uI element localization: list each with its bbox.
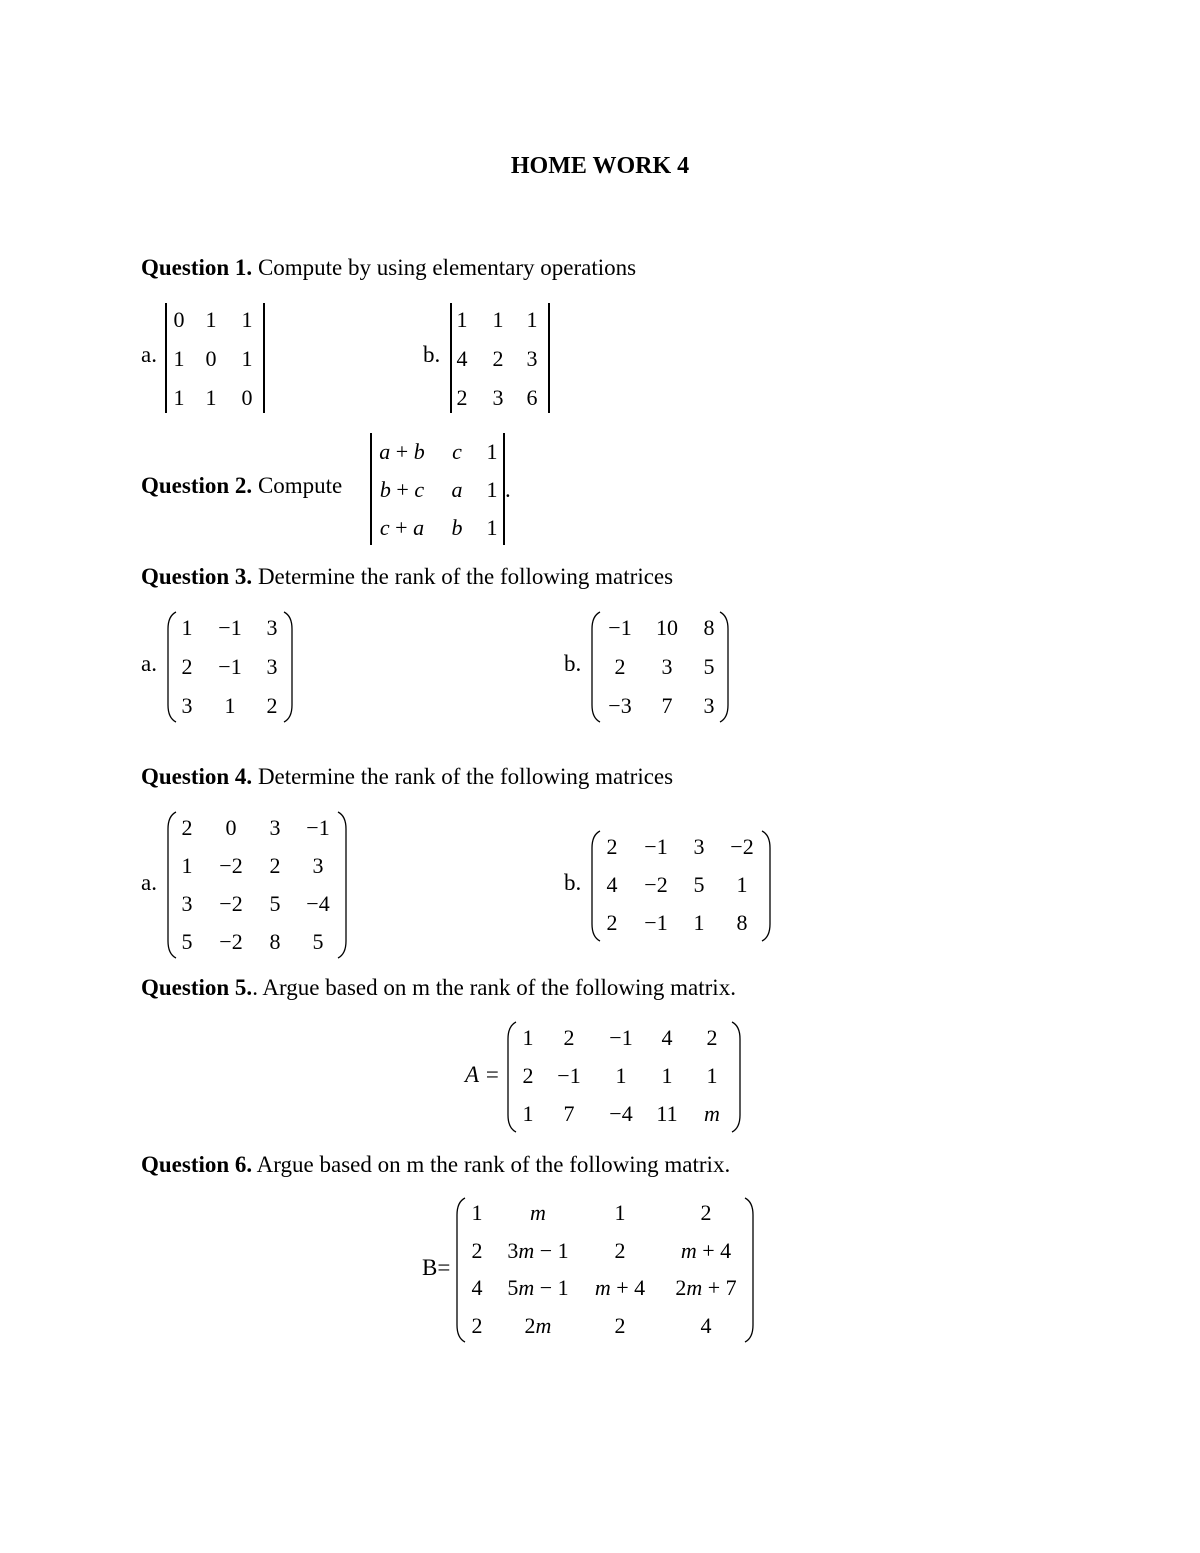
matrix-cell: 1: [205, 307, 217, 332]
matrix-cell: −2: [644, 872, 668, 897]
matrix-cell: 1: [181, 615, 193, 640]
matrix-cell: −2: [219, 891, 243, 916]
matrix-cell: 5: [703, 654, 715, 679]
matrix-cell: m: [530, 1200, 546, 1225]
matrix-cell: 5: [181, 929, 193, 954]
matrix-cell: 2: [269, 853, 281, 878]
matrix-cell: 1: [522, 1101, 534, 1126]
matrix-cell: 8: [736, 910, 748, 935]
q1-a-determinant: [165, 303, 265, 413]
matrix-cell: −4: [609, 1101, 633, 1126]
q5-lhs: A =: [465, 1062, 500, 1087]
paren-left: [166, 611, 178, 723]
question-3-label: Question 3.: [141, 564, 253, 589]
matrix-cell: 2: [522, 1063, 534, 1088]
matrix-cell: 8: [269, 929, 281, 954]
paren-left: [166, 811, 178, 959]
q2-period: .: [505, 477, 511, 502]
matrix-cell: −1: [218, 654, 242, 679]
paren-right: [282, 611, 294, 723]
matrix-cell: 1: [224, 693, 236, 718]
q1-a-label: a.: [141, 342, 157, 367]
matrix-cell: −1: [644, 910, 668, 935]
matrix-cell: 3: [266, 615, 278, 640]
matrix-cell: 1: [241, 307, 253, 332]
question-5-label: Question 5.: [141, 975, 253, 1000]
matrix-cell: −1: [306, 815, 330, 840]
matrix-cell: −2: [219, 929, 243, 954]
matrix-cell: 0: [225, 815, 237, 840]
matrix-cell: a: [451, 477, 463, 502]
determinant-bar-left: [165, 303, 167, 413]
matrix-cell: 3m − 1: [507, 1237, 569, 1263]
paren-right: [718, 611, 730, 723]
matrix-cell: 0: [173, 307, 185, 332]
matrix-cell: 2: [614, 1312, 626, 1338]
matrix-cell: a + b: [379, 439, 425, 464]
matrix-cell: 2: [606, 910, 618, 935]
matrix-cell: 5: [269, 891, 281, 916]
matrix-cell: 3: [266, 654, 278, 679]
matrix-cell: 1: [492, 307, 504, 332]
matrix-cell: −2: [219, 853, 243, 878]
matrix-cell: 2: [471, 1237, 483, 1263]
matrix-cell: 8: [703, 615, 715, 640]
q1-b-determinant: [450, 303, 550, 413]
question-5: [141, 975, 736, 1001]
matrix-cell: 3: [693, 834, 705, 859]
matrix-cell: 2: [181, 815, 193, 840]
matrix-cell: −2: [730, 834, 754, 859]
q2-determinant: [370, 433, 505, 545]
matrix-cell: 4: [700, 1312, 712, 1338]
page-title: HOME WORK 4: [510, 153, 690, 179]
matrix-cell: 2: [266, 693, 278, 718]
q4-b-label: b.: [564, 870, 582, 895]
matrix-cell: 1: [173, 346, 185, 371]
determinant-bar-left: [450, 303, 452, 413]
matrix-cell: 3: [492, 385, 504, 410]
matrix-cell: 4: [606, 872, 618, 897]
matrix-cell: 1: [615, 1063, 627, 1088]
determinant-bar-right: [548, 303, 550, 413]
matrix-cell: m + 4: [680, 1237, 732, 1263]
matrix-cell: 2: [181, 654, 193, 679]
matrix-cell: −1: [644, 834, 668, 859]
question-2: [141, 473, 342, 499]
question-4: [141, 764, 673, 790]
paren-right: [730, 1021, 742, 1133]
matrix-cell: 1: [486, 477, 498, 502]
paren-right: [336, 811, 348, 959]
matrix-cell: 2: [456, 385, 468, 410]
q3-a-matrix: [166, 611, 294, 723]
q1-b-label: b.: [423, 342, 441, 367]
matrix-cell: 11: [656, 1101, 678, 1126]
question-6-text: Argue based on m the rank of the following matrix.: [252, 1152, 731, 1177]
question-6-label: Question 6.: [141, 1152, 253, 1177]
matrix-cell: −3: [608, 693, 632, 718]
question-4-label: Question 4.: [141, 764, 253, 789]
matrix-cell: 1: [706, 1063, 718, 1088]
question-1-label: Question 1.: [141, 255, 253, 280]
question-6: [141, 1152, 730, 1178]
matrix-cell: 1: [241, 346, 253, 371]
matrix-cell: 3: [526, 346, 538, 371]
paren-right: [743, 1197, 755, 1343]
matrix-cell: 4: [661, 1025, 673, 1050]
question-5-text: . Argue based on m the rank of the following matrix.: [252, 975, 736, 1000]
matrix-cell: −4: [306, 891, 330, 916]
matrix-cell: m + 4: [594, 1275, 646, 1300]
question-4-text: Determine the rank of the following matrices: [252, 764, 674, 789]
matrix-cell: 7: [661, 693, 673, 718]
matrix-cell: −1: [608, 615, 632, 640]
matrix-cell: b + c: [379, 477, 425, 502]
matrix-cell: 1: [471, 1200, 483, 1225]
q6-matrix: [455, 1197, 755, 1343]
q4-a-matrix: [166, 811, 348, 959]
matrix-cell: 1: [526, 307, 538, 332]
paren-left: [506, 1021, 518, 1133]
matrix-cell: 2: [700, 1200, 712, 1225]
matrix-cell: 2: [706, 1025, 718, 1050]
matrix-cell: 5: [312, 929, 324, 954]
matrix-cell: 3: [312, 853, 324, 878]
matrix-cell: 1: [486, 439, 498, 464]
matrix-cell: 3: [181, 891, 193, 916]
matrix-cell: 3: [661, 654, 673, 679]
matrix-cell: −1: [609, 1025, 633, 1050]
matrix-cell: c: [452, 439, 462, 464]
question-2-label: Question 2.: [141, 473, 253, 498]
matrix-cell: 2: [492, 346, 504, 371]
q3-a-label: a.: [141, 651, 157, 676]
matrix-cell: 1: [614, 1200, 626, 1225]
matrix-cell: 1: [486, 515, 498, 540]
matrix-cell: 2: [606, 834, 618, 859]
matrix-cell: −1: [557, 1063, 581, 1088]
matrix-cell: 3: [269, 815, 281, 840]
matrix-cell: 10: [656, 615, 678, 640]
matrix-cell: 0: [205, 346, 217, 371]
matrix-cell: c + a: [379, 515, 425, 540]
matrix-cell: 4: [471, 1275, 483, 1300]
q3-b-label: b.: [564, 651, 582, 676]
matrix-cell: 3: [181, 693, 193, 718]
matrix-cell: 1: [736, 872, 748, 897]
question-1-text: Compute by using elementary operations: [252, 255, 637, 280]
paren-left: [590, 611, 602, 723]
matrix-cell: 2: [614, 1237, 626, 1263]
matrix-cell: 1: [456, 307, 468, 332]
q6-lhs: B=: [422, 1255, 451, 1280]
determinant-bar-left: [370, 433, 372, 545]
matrix-cell: 2m: [524, 1312, 552, 1338]
matrix-cell: b: [451, 515, 463, 540]
matrix-cell: 1: [205, 385, 217, 410]
q5-matrix: [506, 1021, 742, 1133]
paren-left: [590, 830, 602, 942]
question-1: [141, 255, 636, 281]
matrix-cell: 5: [693, 872, 705, 897]
determinant-bar-right: [263, 303, 265, 413]
question-3-text: Determine the rank of the following matrices: [252, 564, 674, 589]
matrix-cell: 2: [563, 1025, 575, 1050]
matrix-cell: 1: [522, 1025, 534, 1050]
matrix-cell: m: [704, 1101, 720, 1126]
matrix-cell: 6: [526, 385, 538, 410]
matrix-cell: −1: [218, 615, 242, 640]
matrix-cell: 2m + 7: [675, 1275, 737, 1300]
matrix-cell: 2: [614, 654, 626, 679]
q4-a-label: a.: [141, 870, 157, 895]
question-2-text: Compute: [252, 473, 343, 498]
matrix-cell: 1: [693, 910, 705, 935]
matrix-cell: 7: [563, 1101, 575, 1126]
matrix-cell: 4: [456, 346, 468, 371]
question-3: [141, 564, 673, 590]
matrix-cell: 1: [661, 1063, 673, 1088]
paren-left: [455, 1197, 467, 1343]
matrix-cell: 3: [703, 693, 715, 718]
paren-right: [760, 830, 772, 942]
matrix-cell: 0: [241, 385, 253, 410]
matrix-cell: 5m − 1: [507, 1275, 569, 1300]
q3-b-matrix: [590, 611, 730, 723]
matrix-cell: 2: [471, 1312, 483, 1338]
matrix-cell: 1: [181, 853, 193, 878]
q4-b-matrix: [590, 830, 772, 942]
matrix-cell: 1: [173, 385, 185, 410]
